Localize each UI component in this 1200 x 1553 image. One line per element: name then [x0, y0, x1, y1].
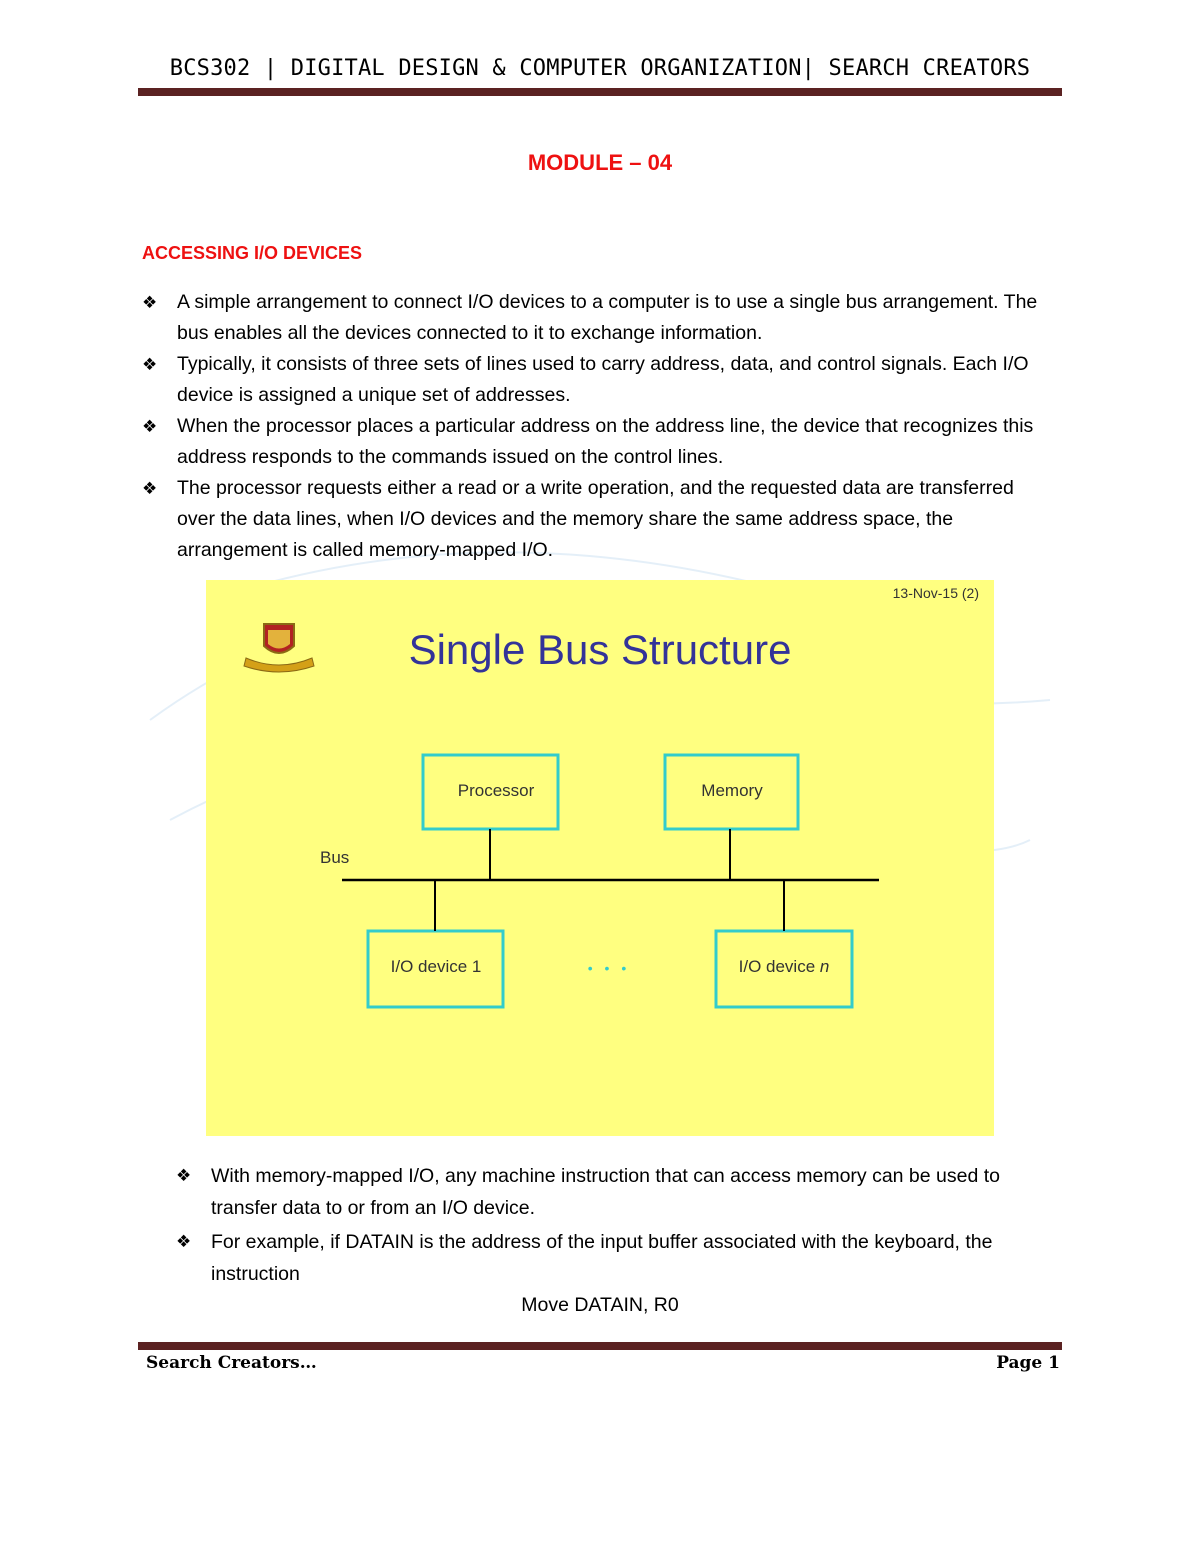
four-diamond-bullet-icon: ❖ — [176, 1232, 192, 1251]
ellipsis: • • • — [587, 960, 631, 976]
memory-label: Memory — [701, 781, 763, 800]
io-device-n-label — [739, 957, 830, 976]
header-rule — [138, 88, 1062, 96]
section-heading: ACCESSING I/O DEVICES — [142, 243, 363, 263]
four-diamond-bullet-icon: ❖ — [176, 1166, 192, 1185]
bullet-list-bottom — [176, 1160, 1006, 1292]
four-diamond-bullet-icon: ❖ — [142, 417, 158, 436]
four-diamond-bullet-icon: ❖ — [142, 355, 158, 374]
footer-author: Search Creators… — [146, 1353, 317, 1373]
list-item — [142, 287, 1042, 349]
bullet-text: A simple arrangement to connect I/O devices to a computer is to use a single bus arrangement. The bus enables all the devices connected to it to exchange information. — [177, 291, 1038, 344]
bullet-text: The processor requests either a read or a write operation, and the requested data are transferred over the data lines, when I/O devices and the memory share the same address space, the arrangement is called memory-mapped I/O. — [177, 477, 1014, 561]
io-device-n-suffix: n — [819, 957, 830, 976]
single-bus-diagram — [206, 580, 994, 1136]
list-item — [176, 1226, 1006, 1290]
bus-label: Bus — [320, 848, 350, 867]
module-title: MODULE – 04 — [527, 150, 673, 175]
bullet-text: For example, if DATAIN is the address of the input buffer associated with the keyboard, the instruction — [211, 1231, 993, 1285]
io-device-1-label: I/O device 1 — [390, 957, 482, 976]
list-item — [176, 1160, 1006, 1224]
instruction-example: Move DATAIN, R0 — [521, 1294, 679, 1316]
processor-label: Processor — [457, 781, 535, 800]
four-diamond-bullet-icon: ❖ — [142, 479, 158, 498]
bullet-text: When the processor places a particular address on the address line, the device that recognizes this address responds to the commands issued on the control lines. — [177, 415, 1034, 468]
document-header: BCS302 | DIGITAL DESIGN & COMPUTER ORGANIZATION| SEARCH CREATORS — [169, 56, 1031, 81]
slide-title: Single Bus Structure — [408, 626, 792, 673]
list-item — [142, 473, 1042, 566]
list-item — [142, 411, 1042, 473]
page-number: Page 1 — [996, 1353, 1060, 1373]
bullet-text: With memory-mapped I/O, any machine instruction that can access memory can be used to transfer data to or from an I/O device. — [211, 1165, 1001, 1219]
bullet-text: Typically, it consists of three sets of lines used to carry address, data, and control signals. Each I/O device is assigned a unique set of addresses. — [177, 353, 1029, 406]
slide-date: 13-Nov-15 (2) — [892, 585, 979, 601]
list-item — [142, 349, 1042, 411]
four-diamond-bullet-icon: ❖ — [142, 293, 158, 312]
diagram-canvas — [206, 580, 994, 1136]
footer-rule — [138, 1342, 1062, 1350]
io-device-n-prefix: I/O device — [738, 957, 820, 976]
bullet-list-top — [142, 287, 1042, 566]
university-crest-icon — [244, 624, 314, 672]
